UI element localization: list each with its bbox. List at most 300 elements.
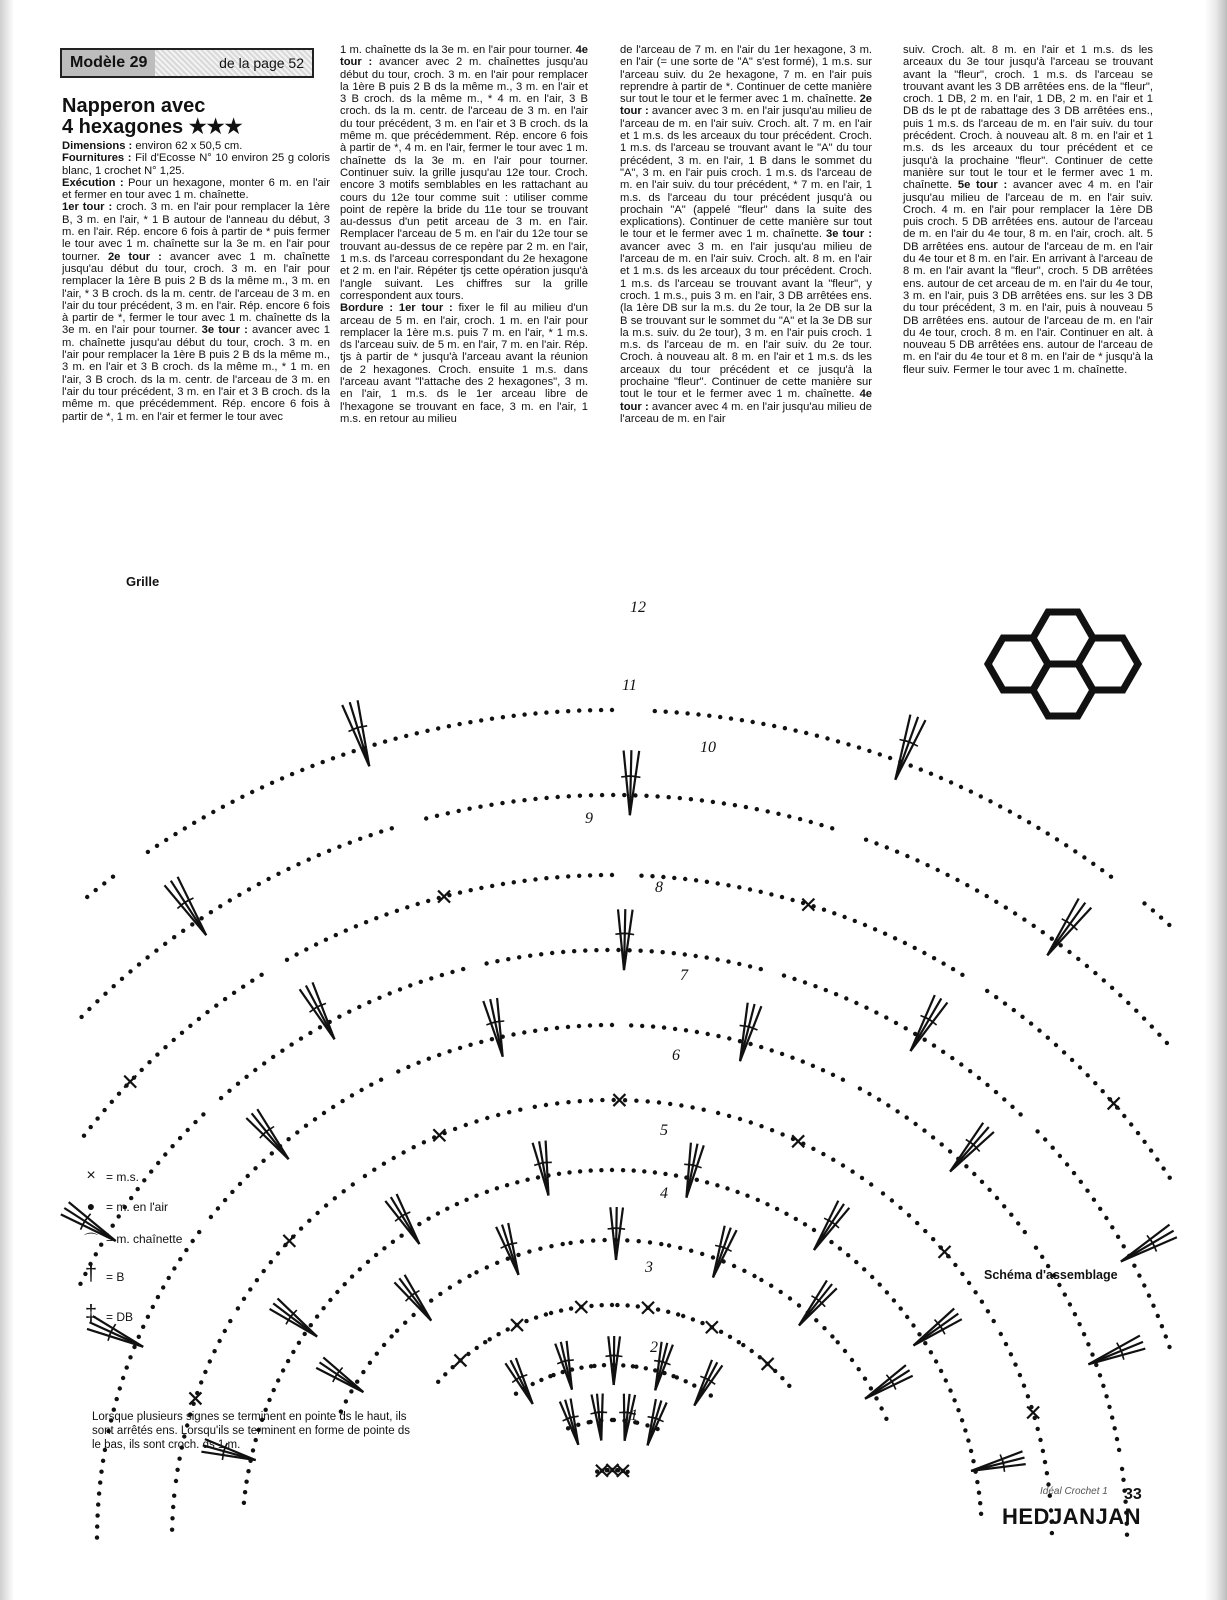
chain-stitch-dot xyxy=(340,1099,344,1103)
chain-stitch-dot xyxy=(555,710,559,714)
chain-stitch-dot xyxy=(650,874,654,878)
chain-stitch-dot xyxy=(623,1098,627,1102)
chain-stitch-dot xyxy=(878,1282,882,1286)
chain-stitch-dot xyxy=(253,1068,257,1072)
chain-stitch-dot xyxy=(490,884,494,888)
execution-label: Exécution : xyxy=(62,176,124,189)
chain-stitch-dot xyxy=(994,1090,998,1094)
chain-stitch-dot xyxy=(915,858,919,862)
chain-stitch-dot xyxy=(468,1043,472,1047)
chain-stitch-dot xyxy=(922,1128,926,1132)
chain-stitch-dot xyxy=(784,1212,788,1216)
chain-stitch-dot xyxy=(369,1083,373,1087)
chain-stitch-dot xyxy=(583,948,587,952)
chain-stitch-dot xyxy=(705,880,709,884)
chain-stitch-dot xyxy=(393,737,397,741)
chain-stitch-dot xyxy=(779,1290,783,1294)
chain-stitch-dot xyxy=(95,999,99,1003)
chain-stitch-dot xyxy=(999,1332,1003,1336)
chain-stitch-dot xyxy=(429,976,433,980)
chain-stitch-dot xyxy=(512,880,516,884)
chain-stitch-dot xyxy=(923,1038,927,1042)
chain-stitch-dot xyxy=(447,1049,451,1053)
chain-stitch-dot xyxy=(1149,1148,1153,1152)
chain-stitch-dot xyxy=(496,1113,500,1117)
chain-stitch-dot xyxy=(318,1025,322,1029)
chain-stitch-dot xyxy=(797,1303,801,1307)
chain-stitch-dot xyxy=(1079,1180,1083,1184)
chain-stitch-dot xyxy=(625,1303,629,1307)
chain-stitch-dot xyxy=(324,938,328,942)
chain-stitch-dot xyxy=(427,1057,431,1061)
chain-stitch-dot xyxy=(1142,1140,1146,1144)
chain-stitch-dot xyxy=(485,1116,489,1120)
chain-stitch-dot xyxy=(656,1307,660,1311)
chain-stitch-dot xyxy=(853,919,857,923)
chain-stitch-dot xyxy=(544,710,548,714)
chain-stitch-dot xyxy=(1142,1016,1146,1020)
chain-stitch-dot xyxy=(424,816,428,820)
chain-stitch-dot xyxy=(174,1479,178,1483)
chain-stitch-dot xyxy=(244,1480,248,1484)
chain-stitch-dot xyxy=(831,1073,835,1077)
chain-stitch-dot xyxy=(536,1175,540,1179)
chain-stitch-dot xyxy=(903,941,907,945)
chain-stitch-dot xyxy=(690,1105,694,1109)
chain-stitch-dot xyxy=(977,1076,981,1080)
chain-stitch-dot xyxy=(286,1359,290,1363)
legend-label: = B xyxy=(106,1270,125,1284)
treble-stitch-group xyxy=(1047,903,1085,956)
chain-stitch-dot xyxy=(1036,1427,1040,1431)
chain-stitch-dot xyxy=(814,1318,818,1322)
chain-stitch-dot xyxy=(202,815,206,819)
chain-stitch-dot xyxy=(118,1386,122,1390)
chain-stitch-dot xyxy=(1058,1154,1062,1158)
chain-stitch-dot xyxy=(759,1278,763,1282)
single-crochet-mark xyxy=(792,1135,804,1147)
chain-stitch-dot xyxy=(666,1310,670,1314)
chain-stitch-dot xyxy=(369,833,373,837)
chain-stitch-dot xyxy=(343,1282,347,1286)
chain-stitch-dot xyxy=(291,1350,295,1354)
chain-stitch-dot xyxy=(765,1202,769,1206)
chain-stitch-dot xyxy=(748,1042,752,1046)
chain-stitch-dot xyxy=(145,955,149,959)
chain-stitch-dot xyxy=(969,1449,973,1453)
chain-stitch-dot xyxy=(1073,1312,1077,1316)
legend-row-chain xyxy=(82,1198,222,1222)
chain-stitch-dot xyxy=(998,804,1002,808)
chain-stitch-dot xyxy=(248,1287,252,1291)
chain-stitch-dot xyxy=(241,985,245,989)
chain-stitch-dot xyxy=(885,1290,889,1294)
chain-stitch-dot xyxy=(178,1257,182,1261)
chain-stitch-dot xyxy=(1032,924,1036,928)
chain-stitch-dot xyxy=(270,781,274,785)
chain-stitch-dot xyxy=(170,1144,174,1148)
chain-stitch-dot xyxy=(1161,1166,1165,1170)
chain-stitch-dot xyxy=(544,1027,548,1031)
chain-stitch-dot xyxy=(1098,1207,1102,1211)
chain-stitch-dot xyxy=(836,1340,840,1344)
chain-stitch-dot xyxy=(297,1341,301,1345)
chain-stitch-dot xyxy=(995,1196,999,1200)
chain-stitch-dot xyxy=(1012,1008,1016,1012)
treble-stitch-group xyxy=(342,705,369,766)
chain-stitch-dot xyxy=(1093,971,1097,975)
border-round-4-label: 4e tour : xyxy=(620,388,873,413)
chain-stitch-dot xyxy=(140,1068,144,1072)
chain-stitch-dot xyxy=(531,1382,535,1386)
chain-stitch-dot xyxy=(95,1116,99,1120)
chain-stitch-dot xyxy=(170,1528,174,1532)
chain-stitch-dot xyxy=(705,1180,709,1184)
chain-stitch-dot xyxy=(879,1406,883,1410)
chain-stitch-dot xyxy=(262,1269,266,1273)
chain-stitch-dot xyxy=(146,850,150,854)
chain-stitch-dot xyxy=(488,1337,492,1341)
chain-stitch-dot xyxy=(1063,1292,1067,1296)
chain-stitch-dot xyxy=(98,1480,102,1484)
chain-stitch-dot xyxy=(694,954,698,958)
chain-stitch-dot xyxy=(637,1239,641,1243)
chain-stitch-dot xyxy=(1041,1449,1045,1453)
chain-stitch-dot xyxy=(1026,1394,1030,1398)
chain-stitch-dot xyxy=(358,1267,362,1271)
chain-stitch-dot xyxy=(539,952,543,956)
chain-stitch-dot xyxy=(286,1137,290,1141)
chain-stitch-dot xyxy=(599,708,603,712)
chain-stitch-dot xyxy=(577,874,581,878)
chain-stitch-dot xyxy=(1054,1043,1058,1047)
chain-stitch-dot xyxy=(1003,1001,1007,1005)
chain-stitch-dot xyxy=(246,1174,250,1178)
chain-stitch-dot xyxy=(419,980,423,984)
chain-stitch-dot xyxy=(694,878,698,882)
chain-stitch-dot xyxy=(895,1109,899,1113)
treble-stitch-group xyxy=(684,1164,694,1165)
chain-stitch-dot xyxy=(610,1168,614,1172)
chain-stitch-dot xyxy=(594,948,598,952)
row-number-label: 11 xyxy=(622,677,637,694)
round-4-label: 4e tour : xyxy=(340,44,589,69)
chain-stitch-dot xyxy=(178,1136,182,1140)
single-crochet-mark xyxy=(642,1302,654,1314)
chain-stitch-dot xyxy=(95,1513,99,1517)
chain-stitch-dot xyxy=(524,1319,528,1323)
row-number-label: 3 xyxy=(645,1259,653,1276)
chain-stitch-dot xyxy=(156,1295,160,1299)
chain-stitch-dot xyxy=(899,1306,903,1310)
chain-stitch-dot xyxy=(559,1308,563,1312)
chain-stitch-dot xyxy=(953,1263,957,1267)
chain-stitch-dot xyxy=(458,1046,462,1050)
col3-text-1: de l'arceau de 7 m. en l'air du 1er hexagone, 3 m. en l'air (= une sorte de "A" s'est formé), 1 m.s. sur l'arceau suiv. du 2e hexagone, 7 m. en l'air puis reprendre à partir de *. Continuer de cette manière sur tout le tour et le fermer avec 1 m. chaînette. xyxy=(620,44,872,106)
chain-stitch-dot xyxy=(177,1457,181,1461)
chain-stitch-dot xyxy=(602,1363,606,1367)
chain-stitch-dot xyxy=(411,1313,415,1317)
chain-stitch-dot xyxy=(621,1168,625,1172)
chain-stitch-dot xyxy=(811,1064,815,1068)
chain-stitch-dot xyxy=(850,1358,854,1362)
chain-stitch-dot xyxy=(377,996,381,1000)
chain-stitch-dot xyxy=(1023,1230,1027,1234)
chain-stitch-dot xyxy=(770,1048,774,1052)
single-crochet-mark xyxy=(124,1076,136,1088)
chain-stitch-dot xyxy=(732,1264,736,1268)
chain-stitch-dot xyxy=(1102,978,1106,982)
chain-stitch-dot xyxy=(1129,1122,1133,1126)
chain-stitch-dot xyxy=(952,1398,956,1402)
chain-stitch-dot xyxy=(260,785,264,789)
chain-stitch-dot xyxy=(956,1408,960,1412)
chain-stitch-dot xyxy=(208,1359,212,1363)
chain-stitch-dot xyxy=(1104,1394,1108,1398)
chain-stitch-dot xyxy=(905,1315,909,1319)
chain-stitch-dot xyxy=(929,772,933,776)
chain-stitch-dot xyxy=(1029,1021,1033,1025)
chain-stitch-dot xyxy=(580,1239,584,1243)
chain-stitch-dot xyxy=(518,1108,522,1112)
chain-stitch-dot xyxy=(496,1332,500,1336)
chain-stitch-dot xyxy=(490,1037,494,1041)
chain-stitch-dot xyxy=(507,1110,511,1114)
treble-stitch-group xyxy=(900,740,910,742)
single-crochet-mark xyxy=(762,1358,774,1370)
chain-stitch-dot xyxy=(678,796,682,800)
chain-stitch-dot xyxy=(769,892,773,896)
row-number-label: 7 xyxy=(680,967,688,984)
chain-stitch-dot xyxy=(898,1206,902,1210)
single-crochet-mark xyxy=(454,1354,466,1366)
chain-stitch-dot xyxy=(121,1376,125,1380)
chain-stitch-dot xyxy=(516,1253,520,1257)
page-reference: de la page 52 xyxy=(219,55,304,71)
chain-stitch-dot xyxy=(223,1198,227,1202)
chain-stitch-dot xyxy=(341,753,345,757)
chain-stitch-dot xyxy=(672,951,676,955)
chain-stitch-dot xyxy=(1151,908,1155,912)
chain-stitch-dot xyxy=(474,1119,478,1123)
chain-stitch-dot xyxy=(501,715,505,719)
chain-stitch-dot xyxy=(612,1098,616,1102)
chain-stitch-dot xyxy=(232,991,236,995)
chain-stitch-dot xyxy=(1002,1204,1006,1208)
chain-stitch-dot xyxy=(544,876,548,880)
chain-stitch-dot xyxy=(878,752,882,756)
chain-stitch-dot xyxy=(587,1420,591,1424)
chain-stitch-dot xyxy=(555,1101,559,1105)
round-1-text: croch. 3 m. en l'air pour remplacer la 1ère B, 3 m. en l'air, * 1 B autour de l'anneau du début, 3 m. en l'air. Rép. encore 6 fois à partir de * puis fermer le tour avec 1 m. chaînette sur la 3e m. en l'air pour tourner. xyxy=(62,201,330,263)
chain-stitch-dot xyxy=(1118,993,1122,997)
chain-stitch-dot xyxy=(243,1490,247,1494)
chain-stitch-dot xyxy=(467,807,471,811)
chain-stitch-dot xyxy=(533,711,537,715)
chain-stitch-dot xyxy=(527,1249,531,1253)
chain-stitch-dot xyxy=(932,956,936,960)
chain-stitch-dot xyxy=(344,1399,348,1403)
chain-stitch-dot xyxy=(1018,1373,1022,1377)
chain-stitch-dot xyxy=(968,1069,972,1073)
model-number: Modèle 29 xyxy=(62,50,155,76)
chain-stitch-dot xyxy=(1142,1283,1146,1287)
chain-stitch-dot xyxy=(102,881,106,885)
chain-stitch-dot xyxy=(755,807,759,811)
chain-stitch-dot xyxy=(727,1114,731,1118)
chain-stitch-dot xyxy=(1064,843,1068,847)
chain-stitch-dot xyxy=(154,948,158,952)
chain-stitch-dot xyxy=(772,724,776,728)
chain-stitch-dot xyxy=(525,1178,529,1182)
chain-stitch-dot xyxy=(645,1423,649,1427)
chain-stitch-dot xyxy=(737,962,741,966)
chain-stitch-dot xyxy=(186,1128,190,1132)
chain-stitch-dot xyxy=(457,1279,461,1283)
chain-stitch-dot xyxy=(1027,820,1031,824)
chain-stitch-dot xyxy=(505,1183,509,1187)
chain-stitch-dot xyxy=(756,1198,760,1202)
chain-stitch-dot xyxy=(299,1226,303,1230)
single-crochet-mark xyxy=(706,1321,718,1333)
chain-stitch-dot xyxy=(972,1172,976,1176)
chain-stitch-dot xyxy=(375,1352,379,1356)
chain-stitch-dot xyxy=(589,1168,593,1172)
chain-stitch-dot xyxy=(175,1468,179,1472)
legend-row-tr xyxy=(82,1300,222,1328)
chain-stitch-dot xyxy=(726,883,730,887)
cross-icon: × xyxy=(86,1167,96,1184)
chain-stitch-dot xyxy=(163,1152,167,1156)
chain-stitch-dot xyxy=(390,826,394,830)
chain-stitch-dot xyxy=(653,709,657,713)
chain-stitch-dot xyxy=(85,895,89,899)
chain-stitch-dot xyxy=(333,1196,337,1200)
chain-stitch-dot xyxy=(965,883,969,887)
page-number: 33 xyxy=(1124,1486,1142,1503)
chain-stitch-dot xyxy=(945,873,949,877)
chain-stitch-dot xyxy=(639,874,643,878)
chain-stitch-dot xyxy=(948,1149,952,1153)
chain-stitch-dot xyxy=(846,1253,850,1257)
chain-stitch-dot xyxy=(911,1323,915,1327)
chain-stitch-dot xyxy=(533,877,537,881)
chain-stitch-dot xyxy=(164,838,168,842)
chain-stitch-dot xyxy=(748,964,752,968)
chain-stitch-dot xyxy=(729,716,733,720)
chain-stitch-dot xyxy=(102,1108,106,1112)
chain-stitch-dot xyxy=(787,1384,791,1388)
chain-stitch-dot xyxy=(512,714,516,718)
chain-stitch-dot xyxy=(863,923,867,927)
chain-stitch-dot xyxy=(544,796,548,800)
chain-stitch-dot xyxy=(299,1036,303,1040)
chain-stitch-dot xyxy=(1055,837,1059,841)
chain-stitch-dot xyxy=(679,1103,683,1107)
chain-stitch-dot xyxy=(313,1117,317,1121)
chain-stitch-dot xyxy=(99,1470,103,1474)
chain-stitch-dot xyxy=(568,1241,572,1245)
chain-stitch-dot xyxy=(788,1296,792,1300)
single-crochet-mark xyxy=(575,1301,587,1313)
chain-stitch-dot xyxy=(822,908,826,912)
chain-stitch-dot xyxy=(857,1367,861,1371)
chain-stitch-dot xyxy=(1104,1216,1108,1220)
chain-stitch-dot xyxy=(960,973,964,977)
chain-stitch-dot xyxy=(147,1060,151,1064)
chain-stitch-dot xyxy=(1086,1073,1090,1077)
chain-stitch-dot xyxy=(484,961,488,965)
chain-stitch-dot xyxy=(382,1343,386,1347)
chain-stitch-dot xyxy=(280,776,284,780)
chain-stitch-dot xyxy=(87,1007,91,1011)
chain-stitch-dot xyxy=(917,1332,921,1336)
chain-stitch-dot xyxy=(475,1346,479,1350)
chain-stitch-dot xyxy=(549,1244,553,1248)
chain-stitch-dot xyxy=(909,763,913,767)
chain-stitch-dot xyxy=(941,1050,945,1054)
chain-stitch-dot xyxy=(737,885,741,889)
chain-stitch-dot xyxy=(642,1169,646,1173)
chain-stitch-dot xyxy=(858,1086,862,1090)
chain-stitch-dot xyxy=(864,1006,868,1010)
chain-stitch-dot xyxy=(1041,930,1045,934)
single-crochet-mark xyxy=(939,1246,951,1258)
chain-stitch-dot xyxy=(611,793,615,797)
chain-stitch-dot xyxy=(314,942,318,946)
chain-stitch-dot xyxy=(1045,1471,1049,1475)
chain-stitch-dot xyxy=(830,826,834,830)
chain-stitch-dot xyxy=(1017,815,1021,819)
chain-stitch-dot xyxy=(944,1378,948,1382)
chain-stitch-dot xyxy=(567,1170,571,1174)
chain-stitch-dot xyxy=(533,1105,537,1109)
chain-stitch-dot xyxy=(834,992,838,996)
chain-stitch-dot xyxy=(1018,1112,1022,1116)
chain-stitch-dot xyxy=(1168,1176,1172,1180)
chain-stitch-dot xyxy=(506,1327,510,1331)
chain-stitch-dot xyxy=(201,1112,205,1116)
chain-stitch-dot xyxy=(296,862,300,866)
chain-stitch-dot xyxy=(544,1103,548,1107)
chain-stitch-dot xyxy=(748,887,752,891)
chain-stitch-dot xyxy=(782,973,786,977)
chain-stitch-dot xyxy=(940,1142,944,1146)
chain-stitch-dot xyxy=(392,1156,396,1160)
chain-stitch-dot xyxy=(276,1251,280,1255)
chain-stitch-dot xyxy=(236,1082,240,1086)
chain-stitch-dot xyxy=(1040,1255,1044,1259)
chain-stitch-dot xyxy=(1122,1114,1126,1118)
chain-stitch-dot xyxy=(271,1055,275,1059)
chain-stitch-dot xyxy=(589,793,593,797)
chain-stitch-dot xyxy=(398,987,402,991)
chain-stitch-dot xyxy=(985,989,989,993)
chain-stitch-dot xyxy=(874,1010,878,1014)
chain-stitch-dot xyxy=(854,1260,858,1264)
chain-stitch-dot xyxy=(170,1516,174,1520)
chain-stitch-dot xyxy=(761,722,765,726)
chain-stitch-dot xyxy=(1137,1273,1141,1277)
chain-stitch-dot xyxy=(678,1246,682,1250)
watermark-brand: HEDJANJAN xyxy=(1002,1504,1141,1529)
chain-stitch-dot xyxy=(457,722,461,726)
chain-stitch-dot xyxy=(307,857,311,861)
row-number-label: 1 xyxy=(630,1407,638,1424)
chain-stitch-dot xyxy=(1062,1050,1066,1054)
chain-stitch-dot xyxy=(936,868,940,872)
chain-stitch-dot xyxy=(885,845,889,849)
